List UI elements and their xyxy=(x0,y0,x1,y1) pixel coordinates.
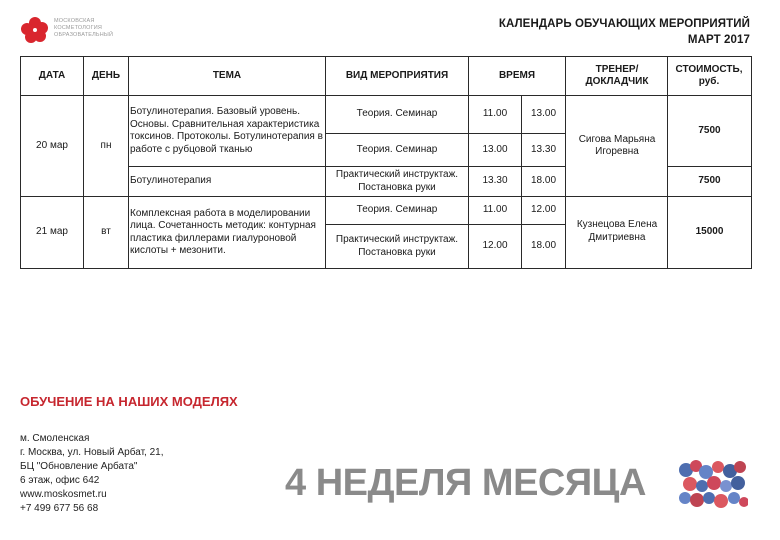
topic-cell: Комплексная работа в моделировании лица. Сочетанность методик: контурная пластика филлерами гиалуроновой кислоты + мезонити. xyxy=(130,207,316,256)
date-cell: 20 мар xyxy=(36,139,68,151)
topic-cell: Ботулинотерапия xyxy=(130,175,212,187)
time-end-cell: 13.30 xyxy=(530,143,557,155)
contact-address: г. Москва, ул. Новый Арбат, 21, xyxy=(20,447,164,458)
time-start-cell: 13.00 xyxy=(482,143,508,155)
week-label: 4 НЕДЕЛЯ МЕСЯЦА xyxy=(285,462,646,504)
header-time: ВРЕМЯ xyxy=(498,69,536,81)
calendar-title: КАЛЕНДАРЬ ОБУЧАЮЩИХ МЕРОПРИЯТИЙ xyxy=(498,18,750,30)
molecule-image xyxy=(676,458,748,508)
event-type-cell: Теория. Семинар xyxy=(356,143,438,155)
contact-info xyxy=(20,432,164,516)
header-type: ВИД МЕРОПРИЯТИЯ xyxy=(345,69,449,81)
contact-phone: +7 499 677 56 68 xyxy=(20,503,99,514)
time-start-cell: 13.30 xyxy=(482,175,508,187)
event-type-cell: Теория. Семинар xyxy=(356,108,438,120)
trainer-cell: Кузнецова Елена Дмитриевна xyxy=(576,219,658,243)
cost-cell: 7500 xyxy=(698,175,721,187)
time-end-cell: 13.00 xyxy=(530,108,557,120)
event-type-cell: Практический инструктаж. Постановка руки xyxy=(335,169,459,193)
header-cost: СТОИМОСТЬ, руб. xyxy=(675,63,743,87)
trainer-cell: Сигова Марьяна Игоревна xyxy=(578,133,656,157)
time-end-cell: 18.00 xyxy=(530,240,557,252)
time-end-cell: 12.00 xyxy=(530,204,557,216)
contact-website-link[interactable]: www.moskosmet.ru xyxy=(20,489,107,500)
table-col-divider xyxy=(565,56,566,269)
day-cell: пн xyxy=(100,139,112,151)
date-cell: 21 мар xyxy=(36,226,68,238)
time-end-cell: 18.00 xyxy=(530,175,557,187)
header-topic: ТЕМА xyxy=(212,69,242,81)
contact-metro: м. Смоленская xyxy=(20,433,90,444)
header-trainer: ТРЕНЕР/ ДОКЛАДЧИК xyxy=(585,63,649,87)
contact-office: 6 этаж, офис 642 xyxy=(20,475,100,486)
day-cell: вт xyxy=(101,226,111,238)
time-start-cell: 11.00 xyxy=(482,108,508,120)
logo-line: КОСМЕТОЛОГИЯ xyxy=(54,25,103,31)
logo-line: ОБРАЗОВАТЕЛЬНЫЙ xyxy=(54,32,114,38)
time-start-cell: 12.00 xyxy=(482,240,508,252)
models-section-title: ОБУЧЕНИЕ НА НАШИХ МОДЕЛЯХ xyxy=(20,394,238,409)
table-border-bottom xyxy=(20,268,751,269)
cost-cell: 7500 xyxy=(698,124,721,136)
logo-text xyxy=(54,18,124,39)
contact-business-center: БЦ "Обновление Арбата" xyxy=(20,461,138,472)
event-type-cell: Теория. Семинар xyxy=(356,204,438,216)
topic-cell: Ботулинотерапия. Базовый уровень. Основы. Сравнительная характеристика токсинов. Протоколы. Ботулинотерапия в работе с рубцовой тканью xyxy=(130,106,323,155)
calendar-heading xyxy=(499,16,750,48)
time-start-cell: 11.00 xyxy=(482,204,508,216)
header-date: ДАТА xyxy=(38,69,66,81)
cost-cell: 15000 xyxy=(695,226,724,238)
header-day: ДЕНЬ xyxy=(91,69,121,81)
calendar-month: МАРТ 2017 xyxy=(687,34,750,46)
logo-line: МОСКОВСКАЯ xyxy=(54,18,95,24)
event-type-cell: Практический инструктаж. Постановка руки xyxy=(335,234,459,258)
table-border-right xyxy=(751,56,752,269)
